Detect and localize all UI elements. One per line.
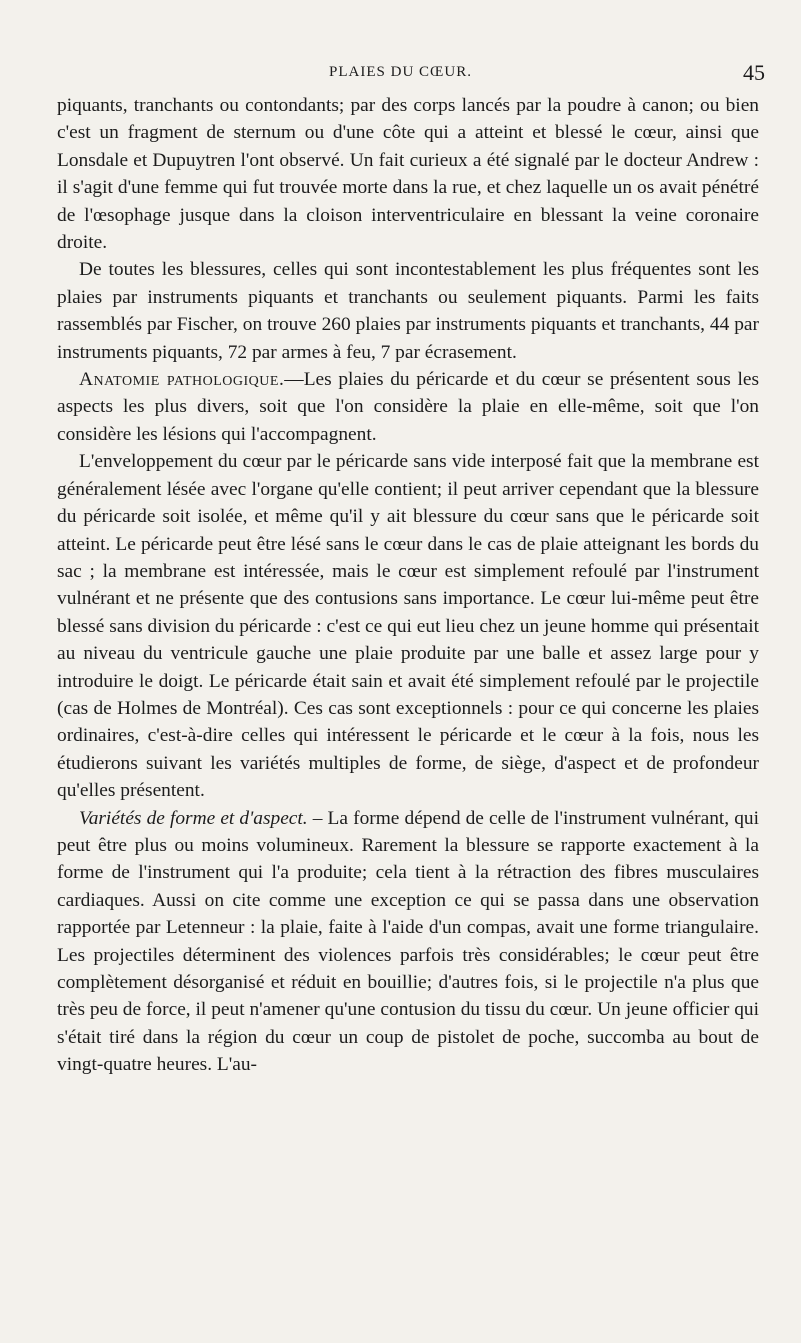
paragraph-4 xyxy=(57,448,759,804)
page-number: 45 xyxy=(743,60,765,85)
running-title: PLAIES DU CŒUR. xyxy=(329,64,472,80)
body-text xyxy=(57,92,759,1079)
page-header xyxy=(0,60,801,90)
paragraph-2 xyxy=(57,256,759,366)
section-heading: Variétés de forme et d'aspect. xyxy=(79,807,308,829)
paragraph-3 xyxy=(57,366,759,448)
paragraph-text: L'enveloppement du cœur par le péricarde sans vide interposé fait que la membrane est généralement lésée avec l'organe qu'elle contient; il peut arriver cependant que la blessure du péricarde soit isolée, et même qu'il y ait blessure du cœur sans que le péricarde soit atteint. Le péricarde peut être lésé sans le cœur dans le cas de plaie atteignant les bords du sac ; la membrane est intéressée, mais le cœur est simplement refoulé par l'instrument vulnérant et ne présente que des contusions sans importance. Le cœur lui-même peut être blessé sans division du péricarde : c'est ce qui eut lieu chez un jeune homme qui présentait au niveau du ventricule gauche une plaie produite par une balle et assez large pour y introduire le doigt. Le péricarde était sain et avait été simplement refoulé par le projectile (cas de Holmes de Montréal). Ces cas sont exceptionnels : pour ce qui concerne les plaies ordinaires, c'est-à-dire celles qui intéressent le péricarde et le cœur à la fois, nous les étudierons suivant les variétés multiples de forme, de siège, d'aspect et de profondeur qu'elles présentent. xyxy=(57,451,759,802)
section-heading: Anatomie pathologique. xyxy=(79,369,285,391)
paragraph-text: piquants, tranchants ou contondants; par des corps lancés par la poudre à canon; ou bien c'est un fragment de sternum ou d'une côte qui a atteint et blessé le cœur, ainsi que Lonsdale et Dupuytren l'ont observé. Un fait curieux a été signalé par le docteur Andrew : il s'agit d'une femme qui fut trouvée morte dans la rue, et chez laquelle un os avait pénétré de l'œsophage jusque dans la cloison interventriculaire en blessant la veine coronaire droite. xyxy=(57,95,759,254)
paragraph-1 xyxy=(57,92,759,256)
paragraph-text: —Les plaies du péricarde et du cœur se présentent sous les aspects les plus divers, soit que l'on considère la plaie en elle-même, soit que l'on considère les lésions qui l'accompagnent. xyxy=(57,369,760,445)
paragraph-text: – La forme dépend de celle de l'instrument vulnérant, qui peut être plus ou moins volumineux. Rarement la blessure se rapporte exactement à la forme de l'instrument qui l'a produite; cela tient à la rétraction des fibres musculaires cardiaques. Aussi on cite comme une exception ce qui se passa dans une observation rapportée par Letenneur : la plaie, faite à l'aide d'un compas, avait une forme triangulaire. Les projectiles déterminent des violences parfois très considérables; le cœur peut être complètement désorganisé et réduit en bouillie; d'autres fois, si le projectile n'a plus que très peu de force, il peut n'amener qu'une contusion du tissu du cœur. Un jeune officier qui s'était tiré dans la région du cœur un coup de pistolet de poche, succomba au bout de vingt-quatre heures. L'au- xyxy=(57,807,759,1076)
paragraph-text: De toutes les blessures, celles qui sont incontestablement les plus fréquentes sont les plaies par instruments piquants et tranchants ou seulement piquants. Parmi les faits rassemblés par Fischer, on trouve 260 plaies par instruments piquants et tranchants, 44 par instruments piquants, 72 par armes à feu, 7 par écrasement. xyxy=(57,259,759,363)
paragraph-5 xyxy=(57,805,759,1079)
